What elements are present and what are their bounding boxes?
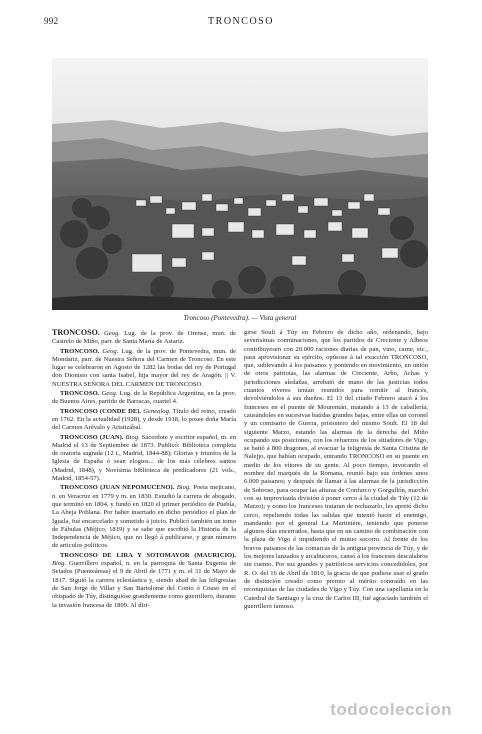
entry-text: girse Soult á Túy en Febrero de dicho año, ordenando, bajo severísimas conminaciones, que los partidos de Creciente y Albeos contribuyesen con 20.000 raciones diarias de pan, vino, carne, etc., para aprovisionar su ejército, opúsose á tal exacción TRONCOSO, que, sublevando á los paisanos y poniendo en movimiento, en unión de otros patriotas, las alarmas de Creciente, Arbo, Achas y jurisdicciones aledañas, arrebató de mano de las justicias todos cuantos víveres tenían reunidos para remitir al francés, devolviéndolos á sus dueños. El 13 del citado Febrero atacó á los franceses en el puente de Mourentán, matando á 13 de caballería; causándoles en sucesivas batidas grandes bajas, entre ellas un coronel y un comisario de Guerra, prisionero del mismo Soult. El 18 del siguiente Marzo, estando las alarmas de la derecha del Miño ocupando sus posiciones, con los refuerzos de los sitiadores de Vigo, se batió á 800 dragones, al evacuar la feligresía de Santa Cristina de Nalejjo, que habían ocupado, entrando TRONCOSO en su puente en medio de los vítores de su gente. Al poco tiempo, invocando el nombre del marqués de la Romana, reunió bajo sus órdenes unos 6.000 paisanos; y después de llamar á las alarmas de la jurisdicción de Sobroso, para ocupar las alturas de Confurco y Gorgullón, marchó con su improvisada división á poner cerco á la ciudad de Túy (12 de Marzo); y como los franceses trataran de rechazarlo, les apretó dicho cerco, repeliendo todas las salidas que intentó hacer el enemigo, mandando por el general La Martinière, teniendo que ponerse algunos días encerrados, hasta que en un camino de combinación con la plaza de Vigo é impidiendo el mutuo socorro. Al frente de los bravos paisanos de las comarcas de la antigua provincia de Túy, y de los mejores lanzados y arcabuceros, cansó á los franceses descalabros sin cuento. Por sus grandes y patrióticos servicios concedidoles, por R. O. del 16 de Abril de 1810, la gracia de que pudiese usar el grado de distinción creado como premio al mérito contraído en las reconquistas de las ciudades de Vigo y Túy. Con una capellanía en la Catedral de Santiago y la cruz de Carlos III, fué agraciado también el guerrillero famoso. xyxy=(244,329,428,610)
photo-illustration xyxy=(52,58,428,310)
text-columns xyxy=(52,329,428,699)
entry-text: Poeta mejicano, n. en Veracruz en 1779 y m. en 1830. Estudió la carrera de abogado, que terminó en 1804, y fundó en 1820 el primer periódico de Puebla, La Abeja Poblana. Por haber insertado en dicho periódico el plan de Iguala, fué encarcelado y sometido á juicio. Publicó también un tomo de Fábulas (Méjico, 1819) y se sabe que escribió la Historia de la Independencia de Méjico, que no llegó á publicarse, y gran número de artículos políticos. xyxy=(52,484,236,550)
right-column xyxy=(244,329,428,699)
entry-tag: Biog. xyxy=(125,433,140,441)
entry-tag: Geog. xyxy=(101,390,118,398)
dictionary-entry xyxy=(52,434,236,484)
entry-headword: TRONCOSO DE LIRA Y SOTOMAYOR (MAURICIO). xyxy=(60,551,236,559)
entry-text: Lug. de la prov. de Pontevedra, mun. de Mondariz, parr. de Nuestra Señora del Carmen de Troncoso. En este lugar se celebraron en Agosto de 1282 las bodas del rey de Portugal don Dionisio con santa Isabel, hija mayor del rey de Aragón. || V. NUESTRA SEÑORA DEL CARMEN DE TRONCOSO. xyxy=(52,347,236,388)
entry-headword: TRONCOSO. xyxy=(60,347,100,355)
entry-tag: Biog. xyxy=(52,560,67,568)
entry-text: Guerrillero español, n. en la parroquia de Santa Eugenia de Setados (Puenteáreas) el 9 de Abril de 1771 y m. el 31 de Mayo de 1817. Siguió la carrera eclesiástica y, siendo abad de las feligresías de San Jorge de Villar y San Bartolomé del Conto ó Couso en el obispado de Túy, distinguióse grandemente como guerrillero, durante la invasión francesa de 1809. Al diri- xyxy=(52,560,236,609)
entry-headword: TRONCOSO (JUAN). xyxy=(60,433,124,441)
page-number: 992 xyxy=(44,16,59,26)
dictionary-entry xyxy=(52,552,236,610)
entry-text: Lug. de la prov. de Orense, mun. de Castrelo de Miño, parr. de Santa María de Astariz. xyxy=(52,330,236,346)
entry-text: Sacerdote y escritor español, m. en Madrid el 13 de Septiembre de 1873. Publicó: Biblioteca completa de oratoria sagrada (12 t., Madrid, 1844-88); Glorias y triunfos de la Iglesia de España ó sean elogios... de los más célebres santos (Madrid, 1848), y Novísima biblioteca de predicadores (21 vols., Madrid, 1854-57). xyxy=(52,433,236,483)
entry-headword: TRONCOSO. xyxy=(52,329,100,337)
entry-headword: TRONCOSO (JUAN NEPOMUCENO). xyxy=(60,484,175,492)
town-panorama-photo xyxy=(52,58,428,310)
entry-text: Lug. de la República Argentina, en la prov. de Buenos Aires, partido de Barracas, cuartel 4. xyxy=(52,390,236,406)
entry-text: Título del reino, creado en 1762. En la actualidad (1928), y desde 1918, lo posee doña María del Carmen Arévalo y Aristizábal. xyxy=(52,407,236,432)
entry-headword: TRONCOSO. xyxy=(60,390,100,398)
dictionary-entry xyxy=(52,329,236,347)
left-column xyxy=(52,329,236,699)
dictionary-entry xyxy=(52,390,236,407)
running-head: TRONCOSO xyxy=(208,16,274,27)
entry-tag: Genealog. xyxy=(143,407,171,415)
dictionary-entry xyxy=(52,408,236,433)
dictionary-entry xyxy=(52,348,236,389)
page-header xyxy=(44,16,438,30)
entry-tag: Biog. xyxy=(176,484,191,492)
entry-tag: Geog. xyxy=(102,347,119,355)
photo-caption: Troncoso (Pontevedra). — Vista general xyxy=(183,314,297,322)
dictionary-entry xyxy=(52,484,236,550)
entry-tag: Geog. xyxy=(103,330,120,337)
watermark-logo: todocoleccion xyxy=(330,700,452,719)
entry-continuation xyxy=(244,329,428,611)
entry-headword: TRONCOSO (CONDE DE). xyxy=(60,407,142,415)
